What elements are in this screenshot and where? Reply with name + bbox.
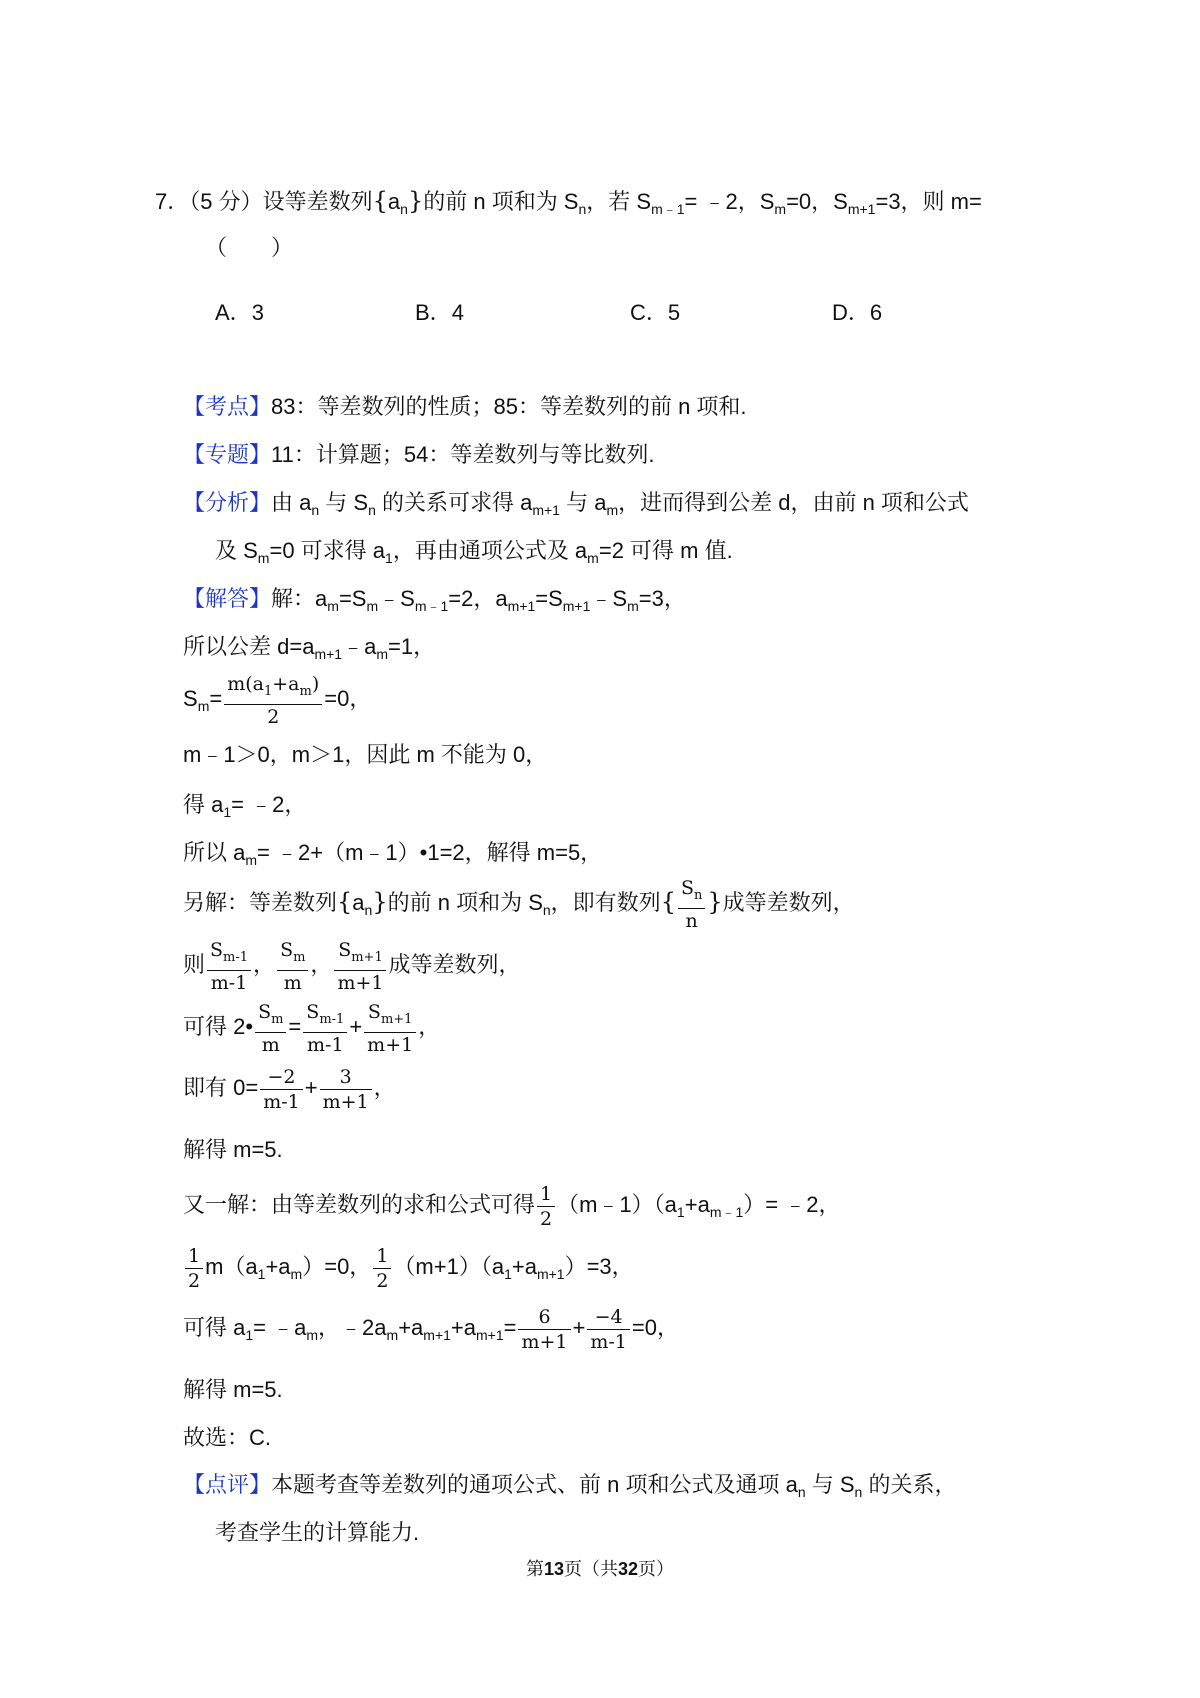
solution-sm-formula: $S_m=$ $\frac{m(a_1+a_m)}{2}$ =0， — [183, 673, 372, 728]
question-stem: 7．（5 分）设等差数列$\{a_n\}$的前 n 项和为 $S_n$，若 $S_{m﹣1}=$ ﹣2，$S_m=0$，$S_{m+1}=3$，则 m= — [155, 187, 982, 217]
solution-a1: 得 $a_1=$ ﹣2， — [183, 792, 307, 820]
dianping-tag: 【点评】 — [183, 1472, 272, 1497]
dianping-line-1: 【点评】本题考查等差数列的通项公式、前 n 项和公式及通项 $a_n$ 与 $S_n$ 的关系， — [183, 1472, 957, 1500]
question-number: 7． — [155, 189, 190, 214]
option-c: C．5 — [630, 300, 681, 325]
solution-half-sums: $\frac{1}{2}$ $m(a_1+a_m)=0$， $\frac{1}{2}$ $(m+1)(a_1+a_{m+1})=3$， — [183, 1237, 634, 1304]
solution-kede: 可得 2• $\frac{S_m}{m}$ = $\frac{S_{m-1}}{m-1}$ + $\frac{S_{m+1}}{m+1}$ ， — [183, 1000, 441, 1056]
kaodian-tag: 【考点】 — [183, 394, 272, 419]
question-blank: （ ） — [205, 235, 294, 260]
solution-jiede-2: 解得 m=5. — [183, 1377, 283, 1402]
fenxi-line-1: 【分析】由 $a_n$ 与 $S_n$ 的关系可求得 $a_{m+1}$ 与 $a_m$，进而得到公差 d，由前 n 项和公式 — [183, 490, 969, 518]
question-score: （5 分） — [189, 189, 263, 214]
page-total: 32 — [618, 1559, 639, 1579]
solution-kede-2: 可得 $a_1=$ $﹣a_m$，$﹣2a_m+a_{m+1}+a_{m+1}=$ $\frac{6}{m+1}$ + $\frac{-4}{m-1}$ =0， — [183, 1305, 679, 1353]
solution-jiyou: 即有 0= $\frac{-2}{m-1}$ + $\frac{3}{m+1}$ ， — [183, 1065, 396, 1113]
zhuanti-line: 【专题】11：计算题；54：等差数列与等比数列. — [183, 442, 655, 467]
solution-youyijie: 又一解：由等差数列的求和公式可得 $\frac{1}{2}$ $(m﹣1)(a_1+a_{m﹣1})=$ ﹣2， — [183, 1182, 841, 1230]
option-b: B．4 — [415, 300, 464, 325]
solution-gongcha: 所以公差 $d=a_{m+1}﹣a_m=1$， — [183, 634, 436, 662]
solution-ze: 则 $\frac{S_{m-1}}{m-1}$ ， $\frac{S_m}{m}$ ， $\frac{S_{m+1}}{m+1}$ 成等差数列， — [183, 938, 521, 994]
page-footer: 第13页（共32页） — [525, 1559, 675, 1580]
page-number: 13 — [543, 1559, 564, 1579]
kaodian-line: 【考点】83：等差数列的性质；85：等差数列的前 n 项和. — [183, 394, 747, 419]
fenxi-line-2: 及 $S_m=0$ 可求得 $a_1$，再由通项公式及 $a_m=2$ 可得 m 值. — [215, 538, 733, 566]
sm-fraction: $\frac{m(a_1+a_m)}{2}$ — [224, 672, 322, 729]
dianping-line-2: 考查学生的计算能力. — [215, 1520, 420, 1545]
jieda-line: 【解答】解：$a_m=S_m﹣S_{m﹣1}=2$，$a_{m+1}=S_{m+1}﹣S_m=3$， — [183, 586, 686, 614]
fenxi-tag: 【分析】 — [183, 490, 272, 515]
solution-jiede-1: 解得 m=5. — [183, 1137, 283, 1162]
jieda-tag: 【解答】 — [183, 586, 272, 611]
solution-m1: m﹣1＞0，m＞1，因此 m 不能为 0， — [183, 742, 548, 767]
solution-am: 所以 $a_m=$ ﹣2+（m﹣1）•1=2，解得 m=5， — [183, 840, 603, 868]
solution-lingjie: 另解：等差数列$\{a_n\}$的前 n 项和为 $S_n$，即有数列{ $\frac{S_n}{n}$ }成等差数列， — [183, 876, 855, 932]
solution-guxuan: 故选：C. — [183, 1425, 272, 1450]
option-a: A．3 — [215, 300, 264, 325]
option-d: D．6 — [832, 300, 883, 325]
zhuanti-tag: 【专题】 — [183, 442, 272, 467]
